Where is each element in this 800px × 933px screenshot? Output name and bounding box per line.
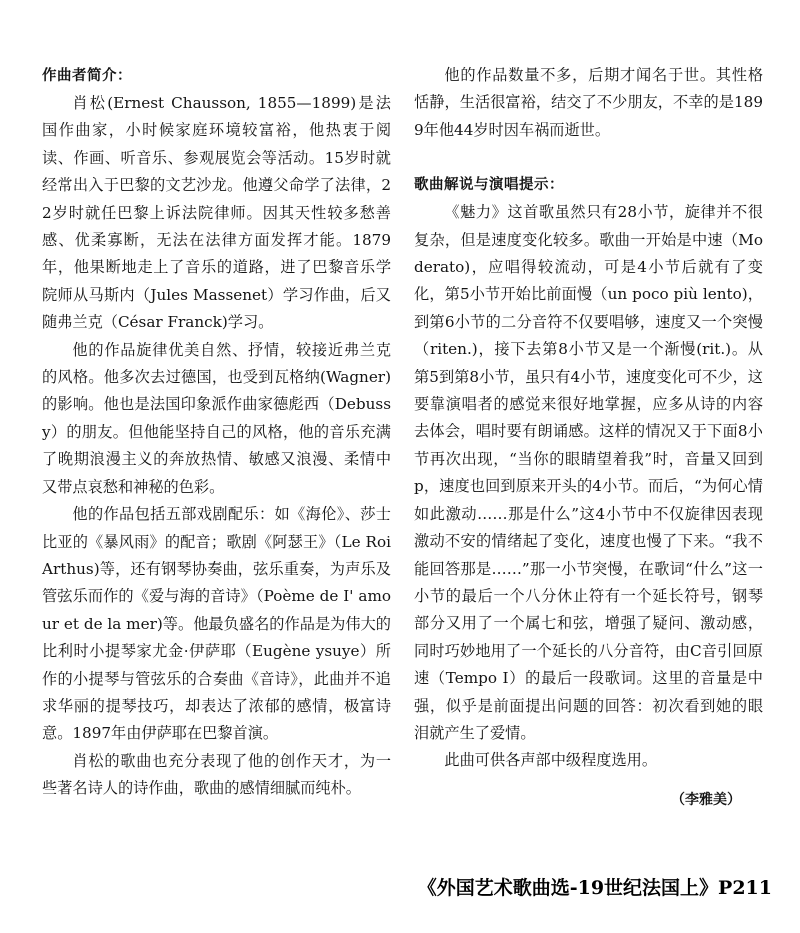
song-notes-paragraph-1: 《魅力》这首歌虽然只有28小节，旋律并不很复杂，但是速度变化较多。歌曲一开始是中速（Moderato)，应唱得较流动，可是4小节后就有了变化，第5小节开始比前面慢（un poco più lento)，到第6小节的二分音符不仅要唱够，速度又一个突慢（riten.)，接下去第8小节又是一个渐慢(rit.)。从第5到第8小节，虽只有4小节，速度变化可不少，这要靠演唱者的感觉来很好地掌握，应多从诗的内容去体会，唱时要有朗诵感。这样的情况又于下面8小节再次出现，“当你的眼睛望着我”时，音量又回到p，速度也回到原来开头的4小节。而后，“为何心情如此激动……那是什么”这4小节中不仅旋律因表现激动不安的情绪起了变化，速度也慢了下来。“我不能回答那是……”那一小节突慢，在歌词“什么”这一小节的最后一个八分休止符有一个延长符号，钢琴部分又用了一个属七和弦，增强了疑问、激动感，同时巧妙地用了一个延长的八分音符，由C音引回原速（Tempo Ⅰ）的最后一段歌词。这里的音量是中强，似乎是前面提出问题的回答：初次看到她的眼泪就产生了爱情。	[414, 203, 763, 742]
composer-bio-heading: 作曲者简介：	[42, 68, 132, 84]
left-column	[42, 62, 391, 803]
right-column	[414, 62, 763, 809]
section-gap	[414, 144, 763, 171]
bio-paragraph-2: 他的作品旋律优美自然、抒情，较接近弗兰克的风格。他多次去过德国，也受到瓦格纳(Wagner)的影响。他也是法国印象派作曲家德彪西（Debussy）的朋友。但他能坚持自己的风格，他的音乐充满了晚期浪漫主义的奔放热情、敏感又浪漫、柔情中又带点哀愁和神秘的色彩。	[42, 340, 391, 496]
bio-paragraph-continued: 他的作品数量不多，后期才闻名于世。其性格恬静，生活很富裕，结交了不少朋友，不幸的是1899年他44岁时因车祸而逝世。	[414, 66, 763, 139]
author-credit: （李雅美）	[671, 791, 741, 808]
bio-paragraph-3: 他的作品包括五部戏剧配乐：如《海伦》、莎士比亚的《暴风雨》的配音；歌剧《阿瑟王》（Le Roi Arthus)等，还有钢琴协奏曲，弦乐重奏，为声乐及管弦乐而作的《爱与海的音诗》（Poème de I' amour et de la mer)等。他最负盛名的作品是为伟大的比利时小提琴家尤金·伊萨耶（Eugène ysuye）所作的小提琴与管弦乐的合奏曲《音诗》，此曲并不追求华丽的提琴技巧，却表达了浓郁的感情，极富诗意。1897年由伊萨耶在巴黎首演。	[42, 505, 391, 743]
source-footer: 《外国艺术歌曲选-19世纪法国上》P211	[417, 877, 772, 899]
bio-paragraph-1: 肖松(Ernest Chausson, 1855—1899)是法国作曲家，小时候家庭环境较富裕，他热衷于阅读、作画、听音乐、参观展览会等活动。15岁时就经常出入于巴黎的文艺沙龙。他遵父命学了法律，22岁时就任巴黎上诉法院律师。因其天性较多愁善感、优柔寡断，无法在法律方面发挥才能。1879年，他果断地走上了音乐的道路，进了巴黎音乐学院师从马斯内（Jules Massenet）学习作曲，后又随弗兰克（César Franck)学习。	[42, 94, 391, 332]
song-notes-paragraph-2: 此曲可供各声部中级程度选用。	[444, 751, 658, 770]
song-notes-heading: 歌曲解说与演唱提示：	[414, 177, 564, 194]
bio-paragraph-4: 肖松的歌曲也充分表现了他的创作天才，为一些著名诗人的诗作曲，歌曲的感情细腻而纯朴。	[42, 751, 391, 798]
